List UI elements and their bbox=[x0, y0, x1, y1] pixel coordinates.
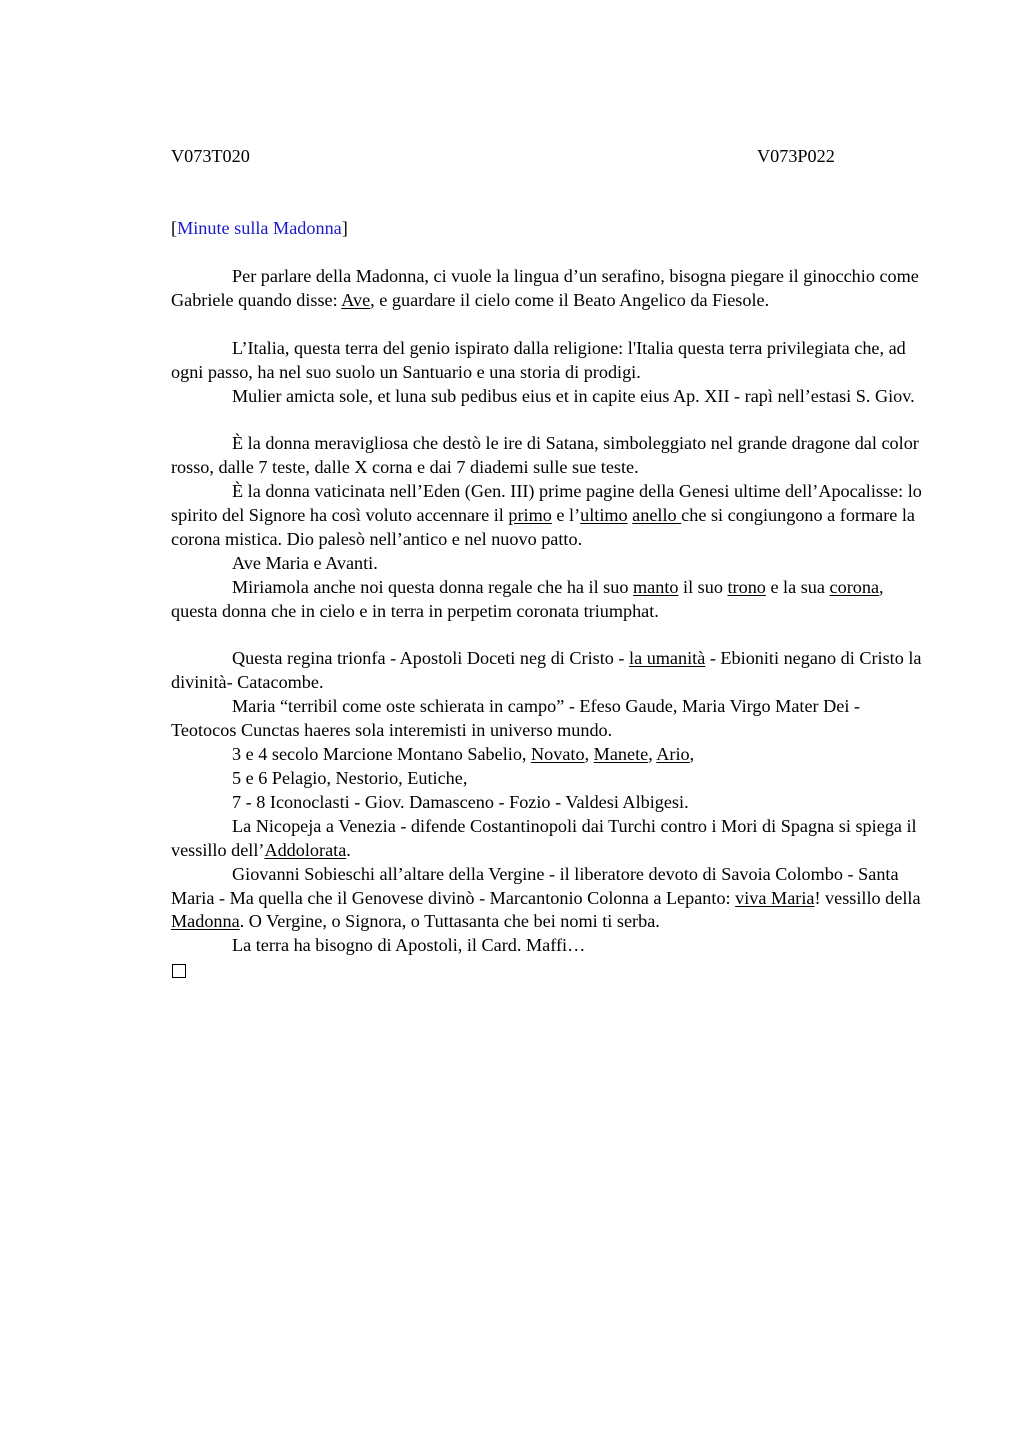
document-code-left: V073T020 bbox=[171, 146, 250, 166]
paragraph-7 bbox=[171, 576, 923, 624]
underlined-word: primo bbox=[508, 505, 552, 526]
title-close-bracket: ] bbox=[341, 218, 348, 238]
underlined-word: anello bbox=[632, 505, 682, 526]
text-run: il suo bbox=[678, 576, 728, 597]
document-title bbox=[171, 217, 348, 241]
text-run: Questa regina trionfa - Apostoli Doceti neg di Cristo - bbox=[232, 648, 630, 669]
document-code-right: V073P022 bbox=[757, 146, 835, 166]
underlined-word: corona bbox=[829, 576, 880, 597]
text-run: . O Vergine, o Signora, o Tuttasanta che bei nomi ti serba. bbox=[239, 911, 660, 932]
paragraph-6: Ave Maria e Avanti. bbox=[232, 552, 378, 573]
underlined-word: Addolorata bbox=[264, 839, 347, 860]
text-run: , bbox=[648, 744, 657, 765]
underlined-word: manto bbox=[633, 576, 679, 597]
paragraph-2: L’Italia, questa terra del genio ispirato dalla religione: l'Italia questa terra privilegiata che, ad ogni passo, ha nel suo suolo un Santuario e una storia di prodigi. bbox=[171, 337, 906, 382]
text-run: Miriamola anche noi questa donna regale che ha il suo bbox=[232, 576, 633, 597]
text-run: , bbox=[584, 744, 594, 765]
text-run: Per parlare della Madonna, ci vuole la lingua d’un serafino, bisogna piegare il ginocchio come Gabriele quando disse: bbox=[171, 266, 919, 310]
paragraph-15: La terra ha bisogno di Apostoli, il Card. Maffi… bbox=[232, 935, 586, 956]
empty-checkbox-icon bbox=[172, 964, 186, 978]
text-run: La Nicopeja a Venezia - difende Costantinopoli dai Turchi contro i Mori di Spagna si spiega il vessillo dell’ bbox=[171, 815, 917, 860]
underlined-word: trono bbox=[727, 576, 766, 597]
text-run: , e guardare il cielo come il Beato Angelico da Fiesole. bbox=[370, 289, 770, 310]
document-body bbox=[171, 265, 923, 978]
paragraph-10 bbox=[171, 743, 923, 767]
underlined-word: Ave bbox=[341, 289, 371, 310]
title-open-bracket: [ bbox=[171, 218, 178, 238]
text-run: 3 e 4 secolo Marcione Montano Sabelio, bbox=[232, 744, 532, 765]
paragraph-1 bbox=[171, 265, 923, 313]
underlined-word: Madonna bbox=[171, 911, 240, 932]
text-run: , bbox=[689, 744, 695, 765]
text-run: - Ebioniti negano di Cristo la divinità- Catacombe. bbox=[171, 648, 922, 693]
underlined-word: la umanità bbox=[629, 648, 706, 669]
underlined-word: ultimo bbox=[580, 505, 628, 526]
paragraph-8 bbox=[171, 647, 923, 695]
paragraph-5 bbox=[171, 480, 923, 552]
text-run: Giovanni Sobieschi all’altare della Vergine - il liberatore devoto di Savoia Colombo - Santa Maria - Ma quella che il Genovese divinò - Marcantonio Colonna a Lepanto: bbox=[171, 863, 899, 908]
page-header bbox=[171, 145, 923, 171]
paragraph-12: 7 - 8 Iconoclasti - Giov. Damasceno - Fozio - Valdesi Albigesi. bbox=[232, 791, 689, 812]
underlined-word: viva Maria bbox=[735, 887, 815, 908]
text-run: e l’ bbox=[551, 505, 581, 526]
title-link[interactable]: Minute sulla Madonna bbox=[177, 218, 342, 238]
underlined-word: Ario bbox=[656, 744, 690, 765]
text-run: ! vessillo della bbox=[814, 887, 921, 908]
paragraph-4: È la donna meravigliosa che destò le ire di Satana, simboleggiato nel grande dragone dal color rosso, dalle 7 teste, dalle X corna e dai 7 diademi sulle sue teste. bbox=[171, 433, 919, 478]
paragraph-9: Maria “terribil come oste schierata in campo” - Efeso Gaude, Maria Virgo Mater Dei - Teotocos Cunctas haeres sola interemisti in universo mundo. bbox=[171, 696, 860, 741]
underlined-word: Manete bbox=[593, 744, 649, 765]
paragraph-13 bbox=[171, 815, 923, 863]
paragraph-14 bbox=[171, 863, 923, 935]
underlined-word: Novato bbox=[531, 744, 585, 765]
text-run: . bbox=[346, 839, 351, 860]
paragraph-3: Mulier amicta sole, et luna sub pedibus eius et in capite eius Ap. XII - rapì nell’estasi S. Giov. bbox=[232, 385, 915, 406]
text-run: È la donna vaticinata nell’Eden (Gen. III) prime pagine della Genesi ultime dell’Apocalisse: lo spirito del Signore ha così voluto accennare il bbox=[171, 481, 922, 526]
text-run: , questa donna che in cielo e in terra in perpetim coronata triumphat. bbox=[171, 576, 884, 621]
paragraph-11: 5 e 6 Pelagio, Nestorio, Eutiche, bbox=[232, 767, 468, 788]
text-run: e la sua bbox=[765, 576, 830, 597]
document-page bbox=[171, 145, 923, 956]
text-run: che si congiungono a formare la corona mistica. Dio palesò nell’antico e nel nuovo patto. bbox=[171, 505, 915, 549]
